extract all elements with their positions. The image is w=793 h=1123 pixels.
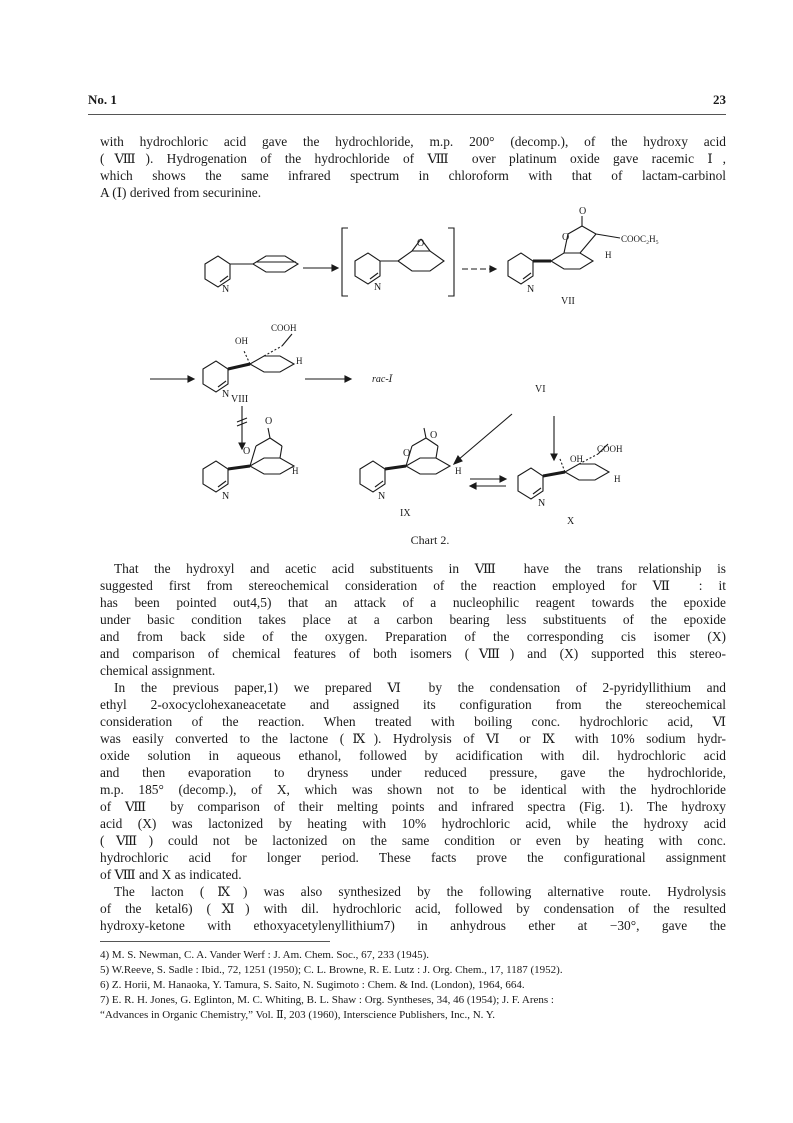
paragraph-2 [100, 560, 726, 679]
footnote: 7) E. R. H. Jones, G. Eglinton, M. C. Whiting, B. L. Shaw : Org. Syntheses, 34, 46 (1954); J. F. Arens : [100, 994, 554, 1006]
text-line: and comparison of chemical features of both isomers (Ⅷ) and (X) supported this stereo- [100, 646, 726, 661]
arrowhead [490, 266, 496, 272]
atom-label-H: H [292, 466, 299, 476]
footnote-rule [100, 941, 330, 942]
text-line: and then evaporation to dryness under reduced pressure, gave the hydrochloride, [100, 765, 726, 780]
text-line: acid (X) was lactonized by heating with 10% hydrochloric acid, while the hydroxy acid [100, 816, 726, 831]
atom-label-N: N [222, 284, 230, 295]
atom-label-O: O [403, 448, 411, 459]
atom-label-O: O [265, 416, 273, 427]
atom-label-O: O [430, 430, 438, 441]
structure-VII [508, 206, 659, 307]
compound-label-X: X [567, 516, 575, 527]
atom-label-H: H [614, 474, 621, 484]
structure-lactone-trans [203, 416, 299, 502]
text-line: oxide solution in aqueous ethanol, followed by acidification with dil. hydrochloric acid [100, 748, 726, 763]
arrowhead [332, 265, 338, 271]
atom-label-N: N [527, 284, 535, 295]
paragraph-1 [100, 133, 726, 201]
compound-label-VI: VI [535, 384, 546, 395]
text-line: The lacton (Ⅸ) was also synthesized by the following alternative route. Hydrolysis [114, 884, 726, 899]
compound-label-VIII: VIII [231, 394, 249, 405]
atom-label-N: N [374, 282, 382, 293]
atom-label-N: N [378, 491, 386, 502]
arrowhead [500, 476, 506, 482]
paragraph-3 [100, 679, 726, 883]
substituent-COOH: COOH [597, 444, 623, 454]
text-line: was easily converted to the lactone (Ⅸ). Hydrolysis of Ⅵ or Ⅸ with 10% sodium hydr- [100, 731, 726, 746]
text-line: of Ⅷ and X as indicated. [100, 867, 242, 882]
text-line: and from back side of the oxygen. Preparation of the corresponding cis isomer (X) [100, 629, 726, 644]
text-line: A (Ⅰ) derived from securinine. [100, 185, 262, 200]
substituent-COOC2H5: COOC₂H₅ [621, 234, 659, 244]
text-line: of the ketal6) (Ⅺ) with dil. hydrochloric acid, followed by condensation of the resulted [100, 901, 726, 916]
text-line: under basic condition takes place at a carbon bearing less substituents of the epoxide [100, 612, 726, 627]
paragraph-4 [100, 883, 726, 934]
text-line: which shows the same infrared spectrum in chloroform with that of lactam-carbinol [100, 168, 726, 183]
text-line: has been pointed out4,5) that an attack of a nucleophilic reagent towards the epoxide [100, 595, 726, 610]
atom-label-O: O [243, 446, 251, 457]
footnote: “Advances in Organic Chemistry,” Vol. Ⅱ, 203 (1960), Interscience Publishers, Inc., N. Y. [100, 1009, 496, 1021]
substituent-COOH: COOH [271, 323, 297, 333]
text-line: (Ⅷ). Hydrogenation of the hydrochloride of Ⅷ over platinum oxide gave racemic Ⅰ, [100, 151, 726, 166]
chart-caption: Chart 2. [410, 533, 450, 547]
atom-label-H: H [296, 356, 303, 366]
substituent-OH: OH [235, 336, 248, 346]
compound-label-VII: VII [561, 296, 575, 307]
text-line: ethyl 2-oxocyclohexaneacetate and assigned its configuration from the stereochemical [100, 697, 726, 712]
footnote: 5) W.Reeve, S. Sadle : Ibid., 72, 1251 (1950); C. L. Browne, R. E. Lutz : J. Org. Chem., 17, 1187 (1952). [100, 964, 563, 976]
text-line: suggested first from stereochemical consideration of the reaction employed for Ⅶ : it [100, 578, 726, 593]
arrowhead [188, 376, 194, 382]
reaction-arrow-diagonal [458, 414, 512, 460]
atom-label-N: N [222, 389, 230, 400]
text-line: m.p. 185° (decomp.), of X, which was shown not to be identical with the hydrochloride [100, 782, 726, 797]
text-line: That the hydroxyl and acetic acid substituents in Ⅷ have the trans relationship is [114, 561, 726, 576]
header-rule [88, 114, 726, 115]
text-line: with hydrochloric acid gave the hydrochloride, m.p. 200° (decomp.), of the hydroxy acid [100, 134, 726, 149]
page-header-left: No. 1 [88, 92, 117, 107]
reaction-scheme [0, 206, 793, 536]
text-line: hydrochloric acid for longer period. These facts prove the configurational assignment [100, 850, 726, 865]
footnotes [100, 948, 726, 1023]
compound-label-IX: IX [400, 508, 411, 519]
structure-X [518, 444, 623, 527]
footnote: 6) Z. Horii, M. Hanaoka, Y. Tamura, S. Saito, N. Sugimoto : Chem. & Ind. (London), 1964, 664. [100, 979, 525, 991]
atom-label-O: O [562, 232, 570, 243]
atom-label-H: H [605, 250, 612, 260]
page-number: 23 [713, 92, 726, 107]
atom-label-N: N [222, 491, 230, 502]
text-line: In the previous paper,1) we prepared Ⅵ by the condensation of 2-pyridyllithium and [114, 680, 726, 695]
text-line: hydroxy-ketone with ethoxyacetylenyllithium7) in anhydrous ether at −30°, gave the [100, 918, 726, 933]
arrowhead [345, 376, 351, 382]
atom-label-N: N [538, 498, 546, 509]
atom-label-O: O [579, 206, 587, 217]
atom-label-O: O [417, 238, 425, 249]
footnote: 4) M. S. Newman, C. A. Vander Werf : J. Am. Chem. Soc., 67, 233 (1945). [100, 949, 429, 961]
arrowhead [551, 454, 557, 460]
text-line: (Ⅷ) could not be lactonized on the same condition or even by heating with conc. [100, 833, 726, 848]
substituent-OH: OH [570, 454, 583, 464]
arrowhead [470, 483, 476, 489]
atom-label-H: H [455, 466, 462, 476]
text-line: consideration of the reaction. When treated with boiling conc. hydrochloric acid, Ⅵ [100, 714, 726, 729]
product-rac-I: rac-Ⅰ [372, 374, 393, 385]
structure-epoxide-bracketed [342, 228, 454, 296]
structure-IX [360, 428, 462, 519]
text-line: of Ⅷ by comparison of their melting points and infrared spectra (Fig. 1). The hydroxy [100, 799, 726, 814]
structure-cyclohexene-pyridine [205, 256, 298, 295]
text-line: chemical assignment. [100, 663, 216, 678]
structure-VIII [203, 323, 303, 405]
